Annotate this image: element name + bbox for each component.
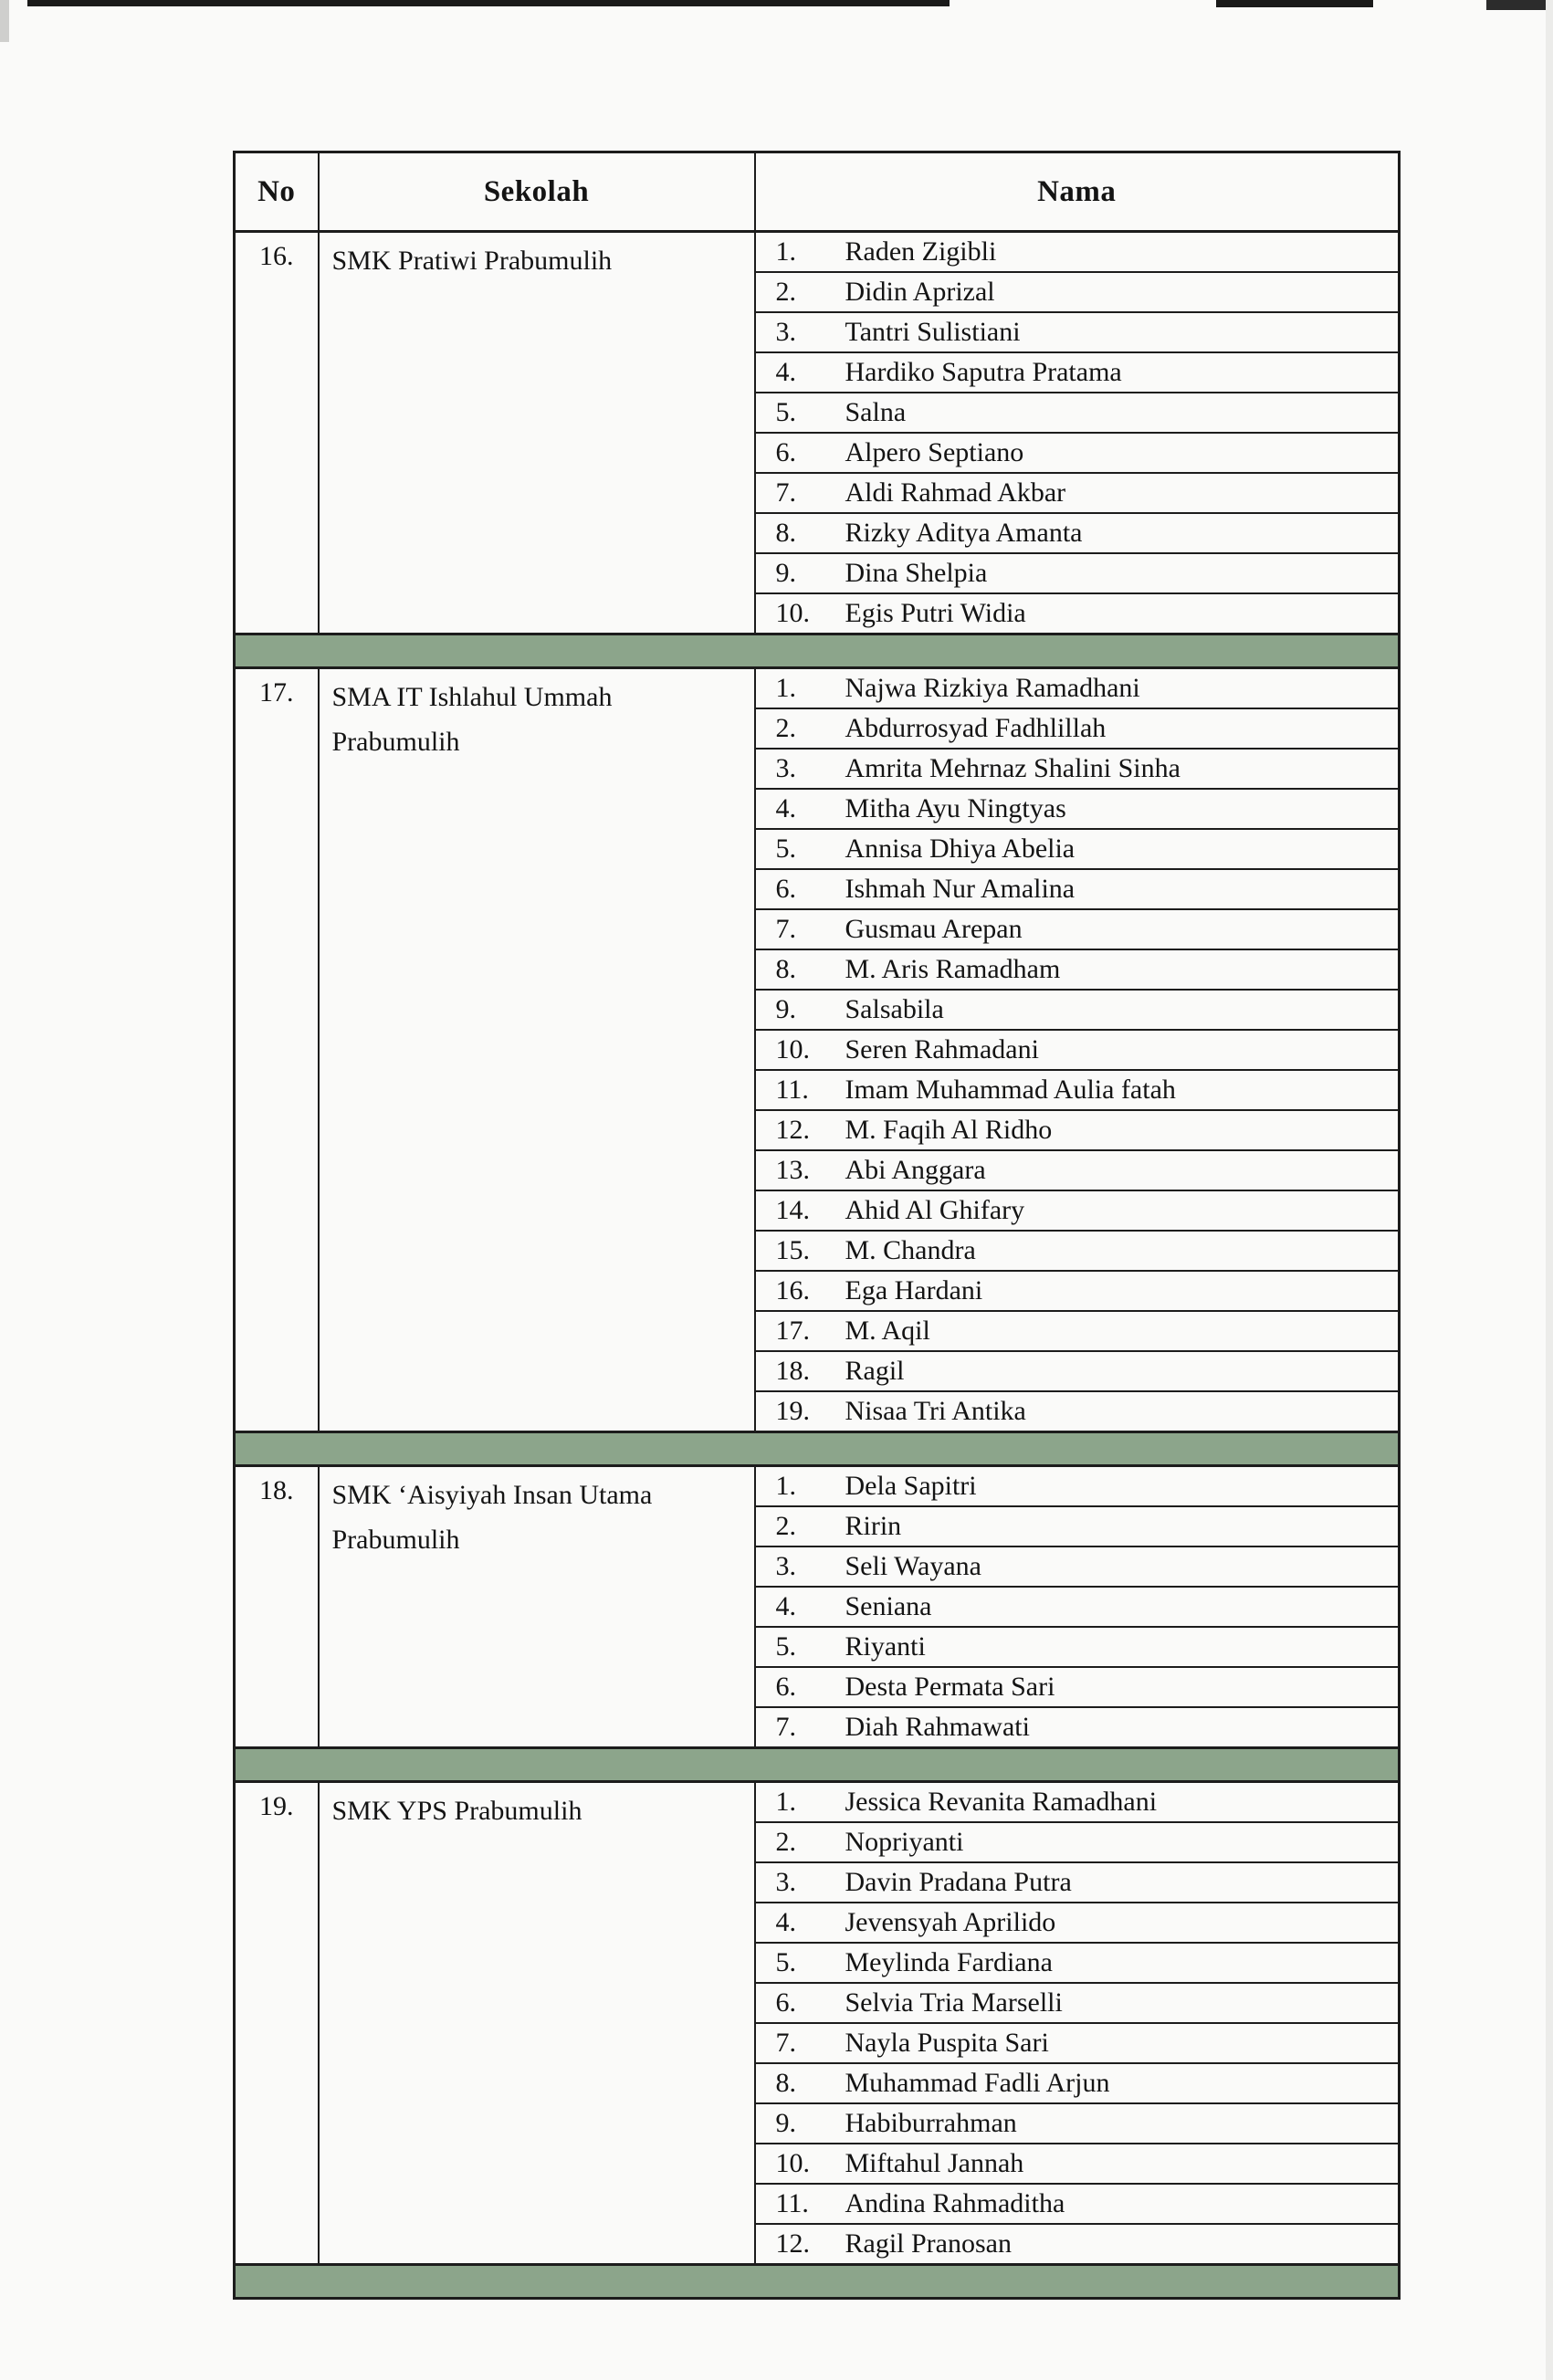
student-name: Gusmau Arepan [845,914,1023,944]
student-name: Seli Wayana [845,1551,981,1581]
student-cell [755,1271,1400,1311]
student-name: Andina Rahmaditha [845,2188,1065,2218]
group-separator [235,1748,1400,1782]
student-name: Desta Permata Sari [845,1672,1055,1702]
student-cell [755,1190,1400,1231]
school-name-line: SMA IT Ishlahul Ummah [331,682,613,712]
student-number: 10. [775,598,810,628]
student-name: Hardiko Saputra Pratama [845,357,1122,387]
student-number: 5. [775,1631,796,1662]
student-row [235,1466,1400,1507]
student-cell [755,352,1400,393]
school-name [319,1466,755,1748]
student-name: Nayla Puspita Sari [845,2028,1049,2058]
student-name: Raden Zigibli [845,236,997,267]
student-cell [755,473,1400,513]
school-name [319,668,755,1432]
student-cell [755,1466,1400,1507]
student-number: 4. [775,793,796,823]
student-cell [755,1707,1400,1748]
student-row [235,232,1400,273]
group-separator-row [235,1748,1400,1782]
student-cell [755,1862,1400,1903]
student-number: 17. [775,1316,810,1346]
student-cell [755,232,1400,273]
scan-edge-artifact [1486,0,1553,10]
student-number: 10. [775,2148,810,2178]
student-number: 15. [775,1235,810,1265]
group-separator [235,634,1400,668]
scan-edge-artifact [27,0,950,6]
student-cell [755,593,1400,634]
student-number: 5. [775,397,796,427]
student-number: 9. [775,558,796,588]
student-name: Diah Rahmawati [845,1712,1030,1742]
student-number: 5. [775,834,796,864]
student-name: Ririn [845,1511,902,1541]
student-name: Didin Aprizal [845,277,995,307]
student-name: Abdurrosyad Fadhlillah [845,713,1107,743]
student-cell [755,2224,1400,2265]
student-name: Dina Shelpia [845,558,988,588]
school-name-line: SMK Pratiwi Prabumulih [331,246,613,276]
student-name: Ahid Al Ghifary [845,1195,1025,1225]
student-cell [755,513,1400,553]
student-cell [755,1903,1400,1943]
student-cell [755,1391,1400,1432]
student-cell [755,312,1400,352]
student-name: Davin Pradana Putra [845,1867,1072,1897]
student-name: Selvia Tria Marselli [845,1987,1063,2018]
student-name: Salna [845,397,907,427]
student-number: 5. [775,1947,796,1977]
student-name: Nopriyanti [845,1827,964,1857]
student-name: Ragil [845,1356,905,1386]
student-name: Muhammad Fadli Arjun [845,2068,1110,2098]
student-cell [755,2144,1400,2184]
student-cell [755,1667,1400,1707]
student-name: Imam Muhammad Aulia fatah [845,1075,1176,1105]
group-separator [235,2265,1400,2299]
student-name: Amrita Mehrnaz Shalini Sinha [845,753,1180,783]
student-cell [755,1627,1400,1667]
student-number: 2. [775,277,796,307]
student-name: Salsabila [845,994,944,1024]
student-cell [755,2023,1400,2063]
scan-edge-artifact [1216,0,1373,7]
group-separator-row [235,2265,1400,2299]
student-name: Tantri Sulistiani [845,317,1021,347]
group-separator [235,1432,1400,1466]
student-name: Jevensyah Aprilido [845,1907,1056,1937]
student-number: 1. [775,1471,796,1501]
student-number: 18. [775,1356,810,1386]
student-cell [755,393,1400,433]
scan-edge-shade [1546,0,1553,2380]
student-name: Abi Anggara [845,1155,986,1185]
group-separator-row [235,1432,1400,1466]
student-number: 7. [775,2028,796,2058]
student-cell [755,869,1400,909]
student-name: Meylinda Fardiana [845,1947,1053,1977]
student-number: 6. [775,1672,796,1702]
group-number: 18. [235,1466,319,1748]
student-cell [755,272,1400,312]
student-number: 8. [775,518,796,548]
student-number: 1. [775,236,796,267]
student-name: M. Chandra [845,1235,976,1265]
student-number: 6. [775,437,796,467]
header-row [235,152,1400,232]
group-number: 19. [235,1782,319,2265]
student-number: 4. [775,1591,796,1621]
student-number: 19. [775,1396,810,1426]
student-number: 9. [775,2108,796,2138]
group-separator-row [235,634,1400,668]
student-number: 7. [775,914,796,944]
school-name-line: SMK ‘Aisyiyah Insan Utama [331,1480,653,1510]
student-number: 6. [775,874,796,904]
student-cell [755,1943,1400,1983]
student-number: 9. [775,994,796,1024]
student-number: 14. [775,1195,810,1225]
student-number: 3. [775,753,796,783]
column-header-no: No [235,152,319,232]
student-name: M. Aris Ramadham [845,954,1061,984]
student-number: 1. [775,1787,796,1817]
student-cell [755,749,1400,789]
student-name: Aldi Rahmad Akbar [845,477,1066,508]
scan-edge-artifact [0,0,9,42]
student-number: 3. [775,317,796,347]
student-number: 2. [775,1827,796,1857]
group-number: 16. [235,232,319,634]
student-cell [755,1506,1400,1546]
student-cell [755,2184,1400,2224]
student-number: 11. [775,2188,809,2218]
student-number: 1. [775,673,796,703]
student-cell [755,1351,1400,1391]
student-cell [755,668,1400,709]
student-name: Egis Putri Widia [845,598,1026,628]
student-cell [755,990,1400,1030]
student-number: 7. [775,1712,796,1742]
students-table [233,151,1401,2300]
student-name: Alpero Septiano [845,437,1024,467]
student-name: M. Aqil [845,1316,930,1346]
student-cell [755,1231,1400,1271]
student-cell [755,1150,1400,1190]
student-number: 2. [775,713,796,743]
student-row [235,668,1400,709]
student-name: Rizky Aditya Amanta [845,518,1083,548]
student-name: Ragil Pranosan [845,2228,1012,2259]
student-cell [755,909,1400,949]
student-number: 3. [775,1551,796,1581]
student-number: 11. [775,1075,809,1105]
school-name [319,232,755,634]
student-name: Najwa Rizkiya Ramadhani [845,673,1140,703]
student-cell [755,553,1400,593]
student-cell [755,1587,1400,1627]
student-cell [755,1822,1400,1862]
school-name-line: SMK YPS Prabumulih [331,1796,582,1826]
student-name: Nisaa Tri Antika [845,1396,1026,1426]
student-number: 12. [775,2228,810,2259]
student-number: 13. [775,1155,810,1185]
column-header-nama: Nama [755,152,1400,232]
student-number: 12. [775,1115,810,1145]
student-cell [755,2103,1400,2144]
student-cell [755,2063,1400,2103]
student-name: Annisa Dhiya Abelia [845,834,1076,864]
student-row [235,1782,1400,1823]
school-name-line: Prabumulih [331,1524,460,1555]
student-cell [755,829,1400,869]
student-cell [755,1546,1400,1587]
student-cell [755,1983,1400,2023]
student-cell [755,949,1400,990]
student-number: 2. [775,1511,796,1541]
student-name: Miftahul Jannah [845,2148,1024,2178]
student-cell [755,789,1400,829]
student-name: Dela Sapitri [845,1471,977,1501]
student-number: 6. [775,1987,796,2018]
student-name: Ishmah Nur Amalina [845,874,1076,904]
student-name: Habiburrahman [845,2108,1017,2138]
student-name: Riyanti [845,1631,926,1662]
student-name: Seniana [845,1591,932,1621]
column-header-sekolah: Sekolah [319,152,755,232]
student-name: M. Faqih Al Ridho [845,1115,1053,1145]
student-number: 16. [775,1275,810,1305]
school-name [319,1782,755,2265]
school-name-line: Prabumulih [331,726,460,757]
student-cell [755,1311,1400,1351]
student-number: 3. [775,1867,796,1897]
student-name: Ega Hardani [845,1275,983,1305]
student-name: Seren Rahmadani [845,1034,1039,1064]
student-cell [755,1030,1400,1070]
school-table-body [235,232,1400,2299]
group-number: 17. [235,668,319,1432]
student-number: 4. [775,1907,796,1937]
student-cell [755,1782,1400,1823]
student-number: 10. [775,1034,810,1064]
student-number: 4. [775,357,796,387]
student-cell [755,1110,1400,1150]
student-cell [755,1070,1400,1110]
student-number: 8. [775,2068,796,2098]
student-name: Jessica Revanita Ramadhani [845,1787,1158,1817]
student-name: Mitha Ayu Ningtyas [845,793,1066,823]
student-cell [755,433,1400,473]
student-number: 8. [775,954,796,984]
student-number: 7. [775,477,796,508]
student-cell [755,708,1400,749]
